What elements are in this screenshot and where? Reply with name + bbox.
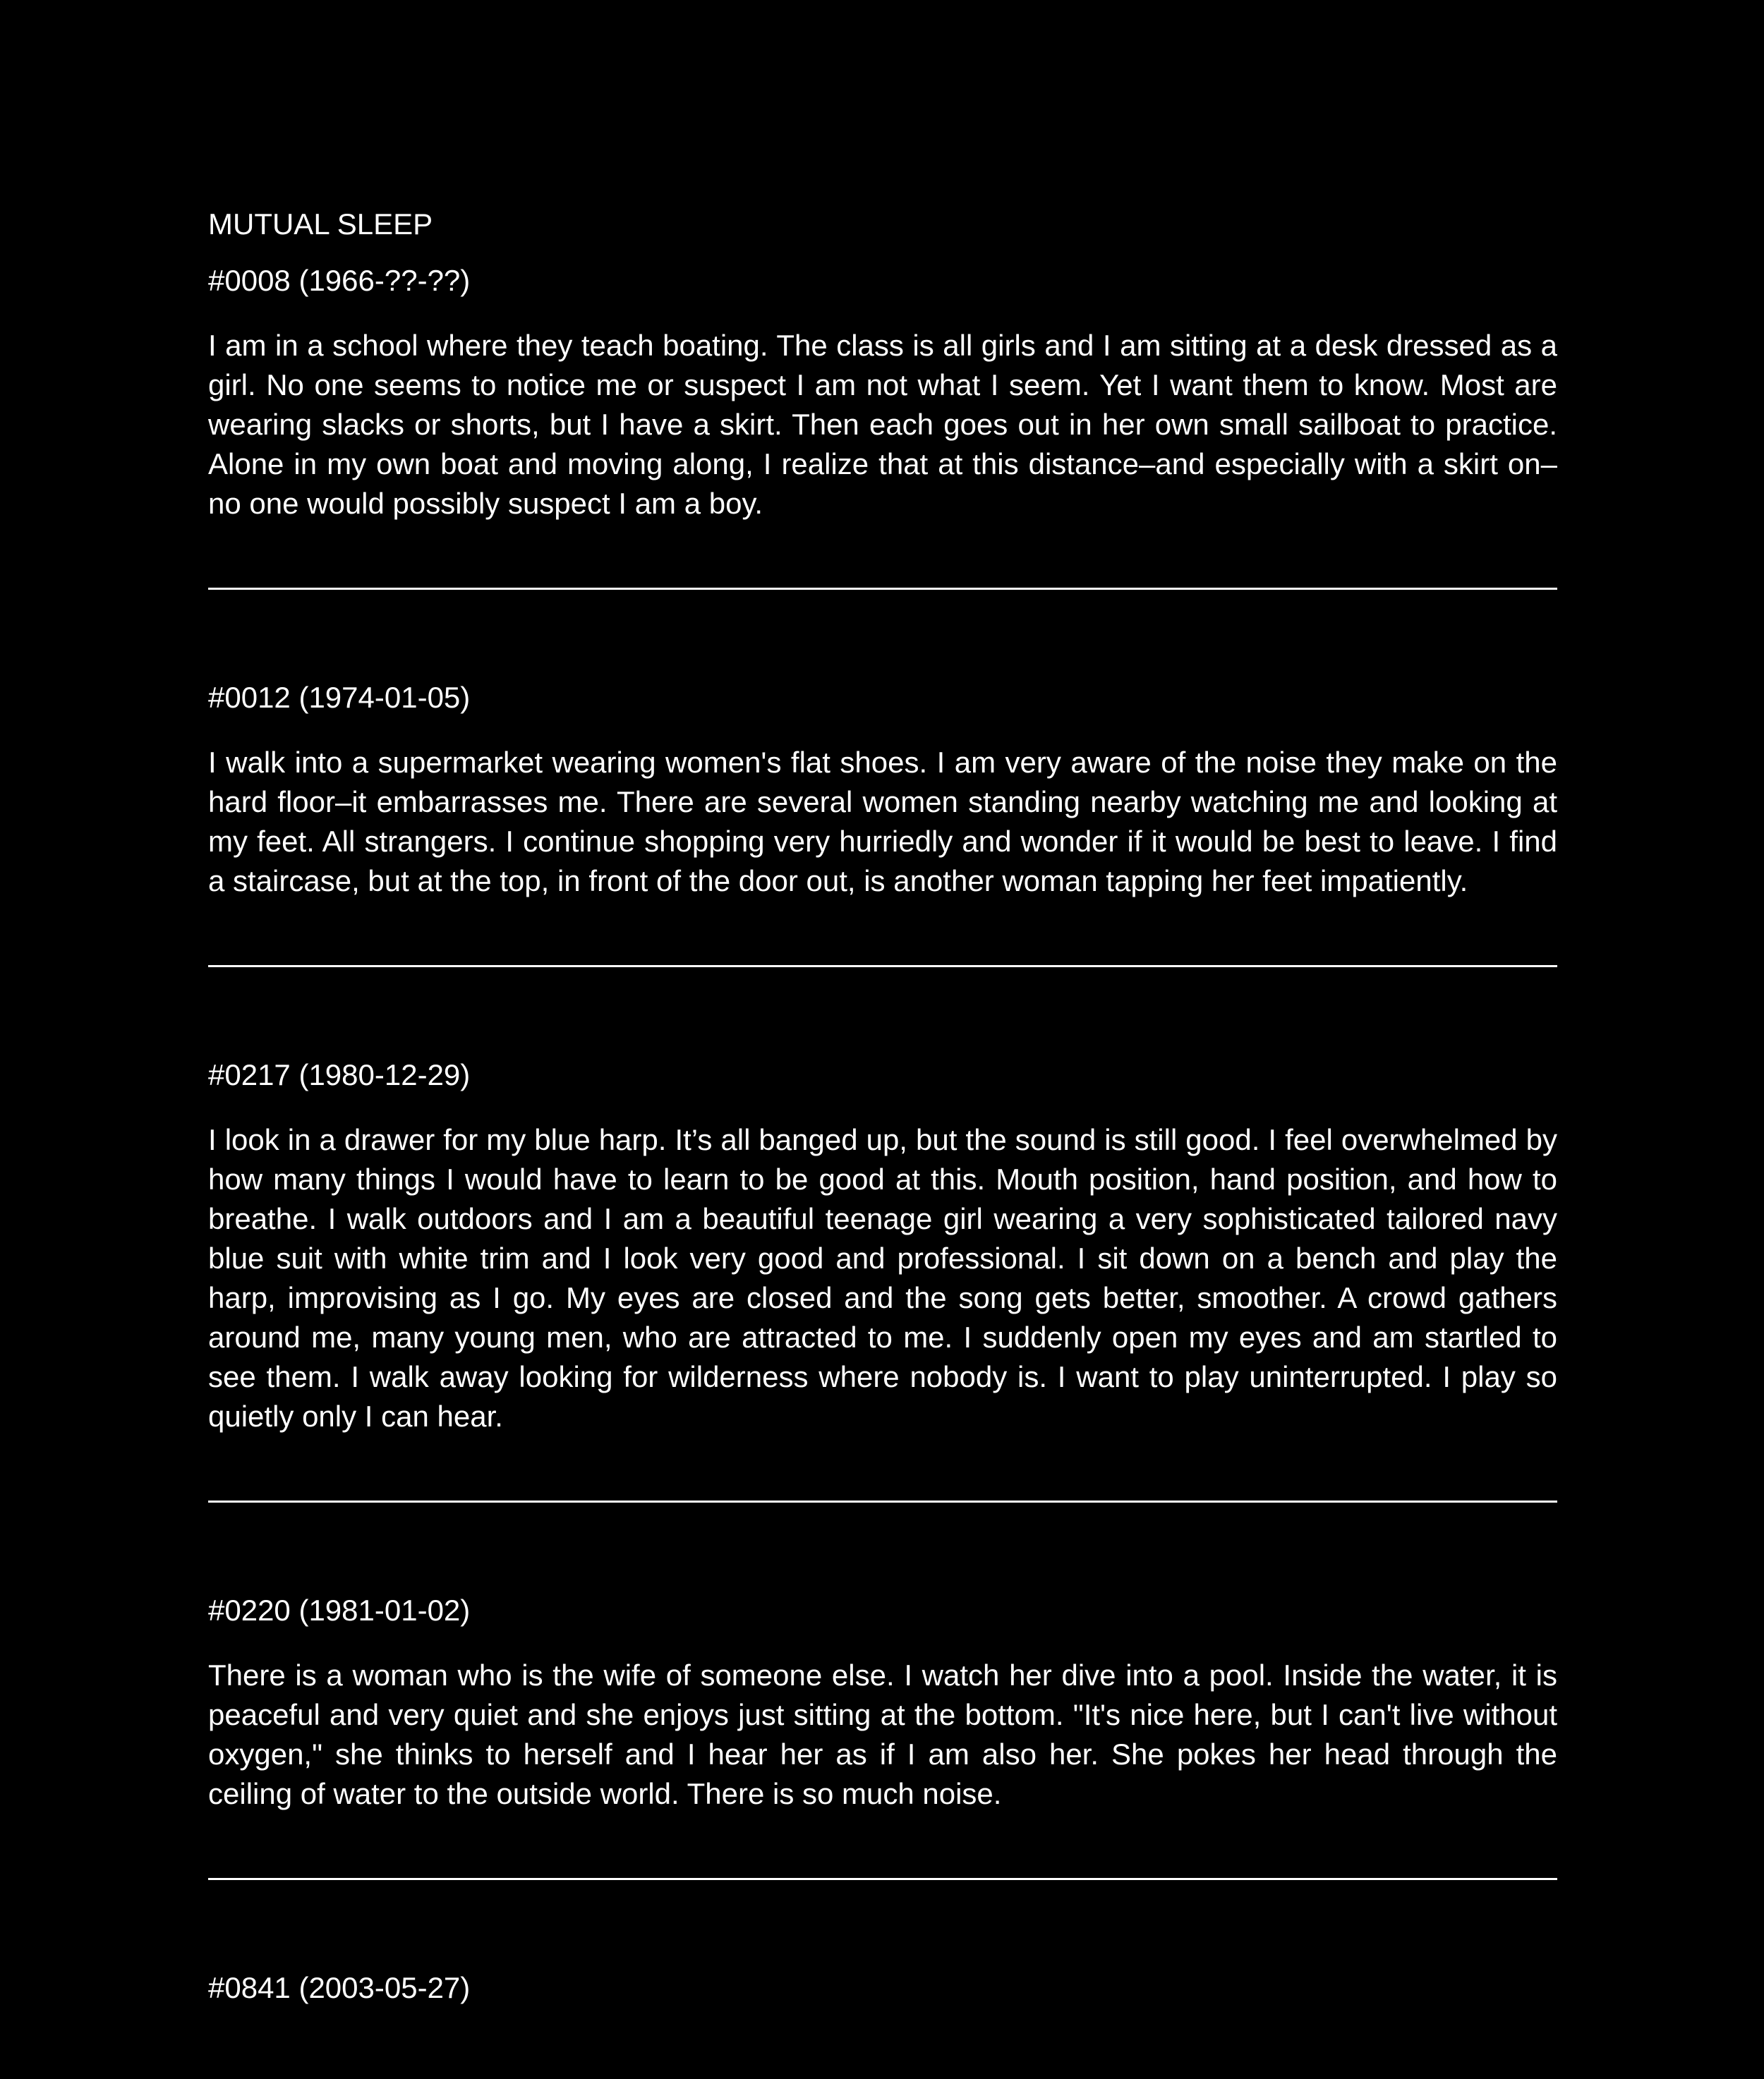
dream-journal-page: [208, 205, 1557, 2008]
entry: [208, 1055, 1557, 1436]
entry-text: I walk into a supermarket wearing women's flat shoes. I am very aware of the noise they make on the hard floor–it embarrasses me. There are several women standing nearby watching me and looking at my feet. All strangers. I continue shopping very hurriedly and wonder if it would be best to leave. I find a staircase, but at the top, in front of the door out, is another woman tapping her feet impatiently.: [208, 746, 1557, 897]
entry: [208, 678, 1557, 901]
entry-id: #0220 (1981-01-02): [208, 1594, 471, 1627]
entry-id: #0008 (1966-??-??): [208, 264, 471, 297]
entry-text: I look in a drawer for my blue harp. It’s all banged up, but the sound is still good. I feel overwhelmed by how many things I would have to learn to be good at this. Mouth position, hand position, and how to breathe. I walk outdoors and I am a beautiful teenage girl wearing a very sophisticated tailored navy blue suit with white trim and I look very good and professional. I sit down on a bench and play the harp, improvising as I go. My eyes are closed and the song gets better, smoother. A crowd gathers around me, many young men, who are attracted to me. I suddenly open my eyes and am startled to see them. I walk away looking for wilderness where nobody is. I want to play uninterrupted. I play so quietly only I can hear.: [208, 1123, 1557, 1433]
entry-id: #0217 (1980-12-29): [208, 1058, 471, 1091]
entry-divider: [208, 1878, 1557, 1880]
entry-divider: [208, 1501, 1557, 1503]
entry-text: There is a woman who is the wife of someone else. I watch her dive into a pool. Inside the water, it is peaceful and very quiet and she enjoys just sitting at the bottom. "It's nice here, but I can't live without oxygen," she thinks to herself and I hear her as if I am also her. She pokes her head through the ceiling of water to the outside world. There is so much noise.: [208, 1659, 1557, 1810]
entry-divider: [208, 588, 1557, 590]
page-title: MUTUAL SLEEP: [208, 207, 433, 241]
entry-divider: [208, 965, 1557, 967]
entry-id: #0012 (1974-01-05): [208, 681, 471, 714]
entry: [208, 1591, 1557, 1814]
entry: [208, 1968, 1557, 2008]
entry-id: #0841 (2003-05-27): [208, 1971, 471, 2004]
entry-text: I am in a school where they teach boating. The class is all girls and I am sitting at a desk dressed as a girl. No one seems to notice me or suspect I am not what I seem. Yet I want them to know. Most are wearing slacks or shorts, but I have a skirt. Then each goes out in her own small sailboat to practice. Alone in my own boat and moving along, I realize that at this distance–and especially with a skirt on–no one would possibly suspect I am a boy.: [208, 329, 1557, 520]
entry: [208, 261, 1557, 523]
